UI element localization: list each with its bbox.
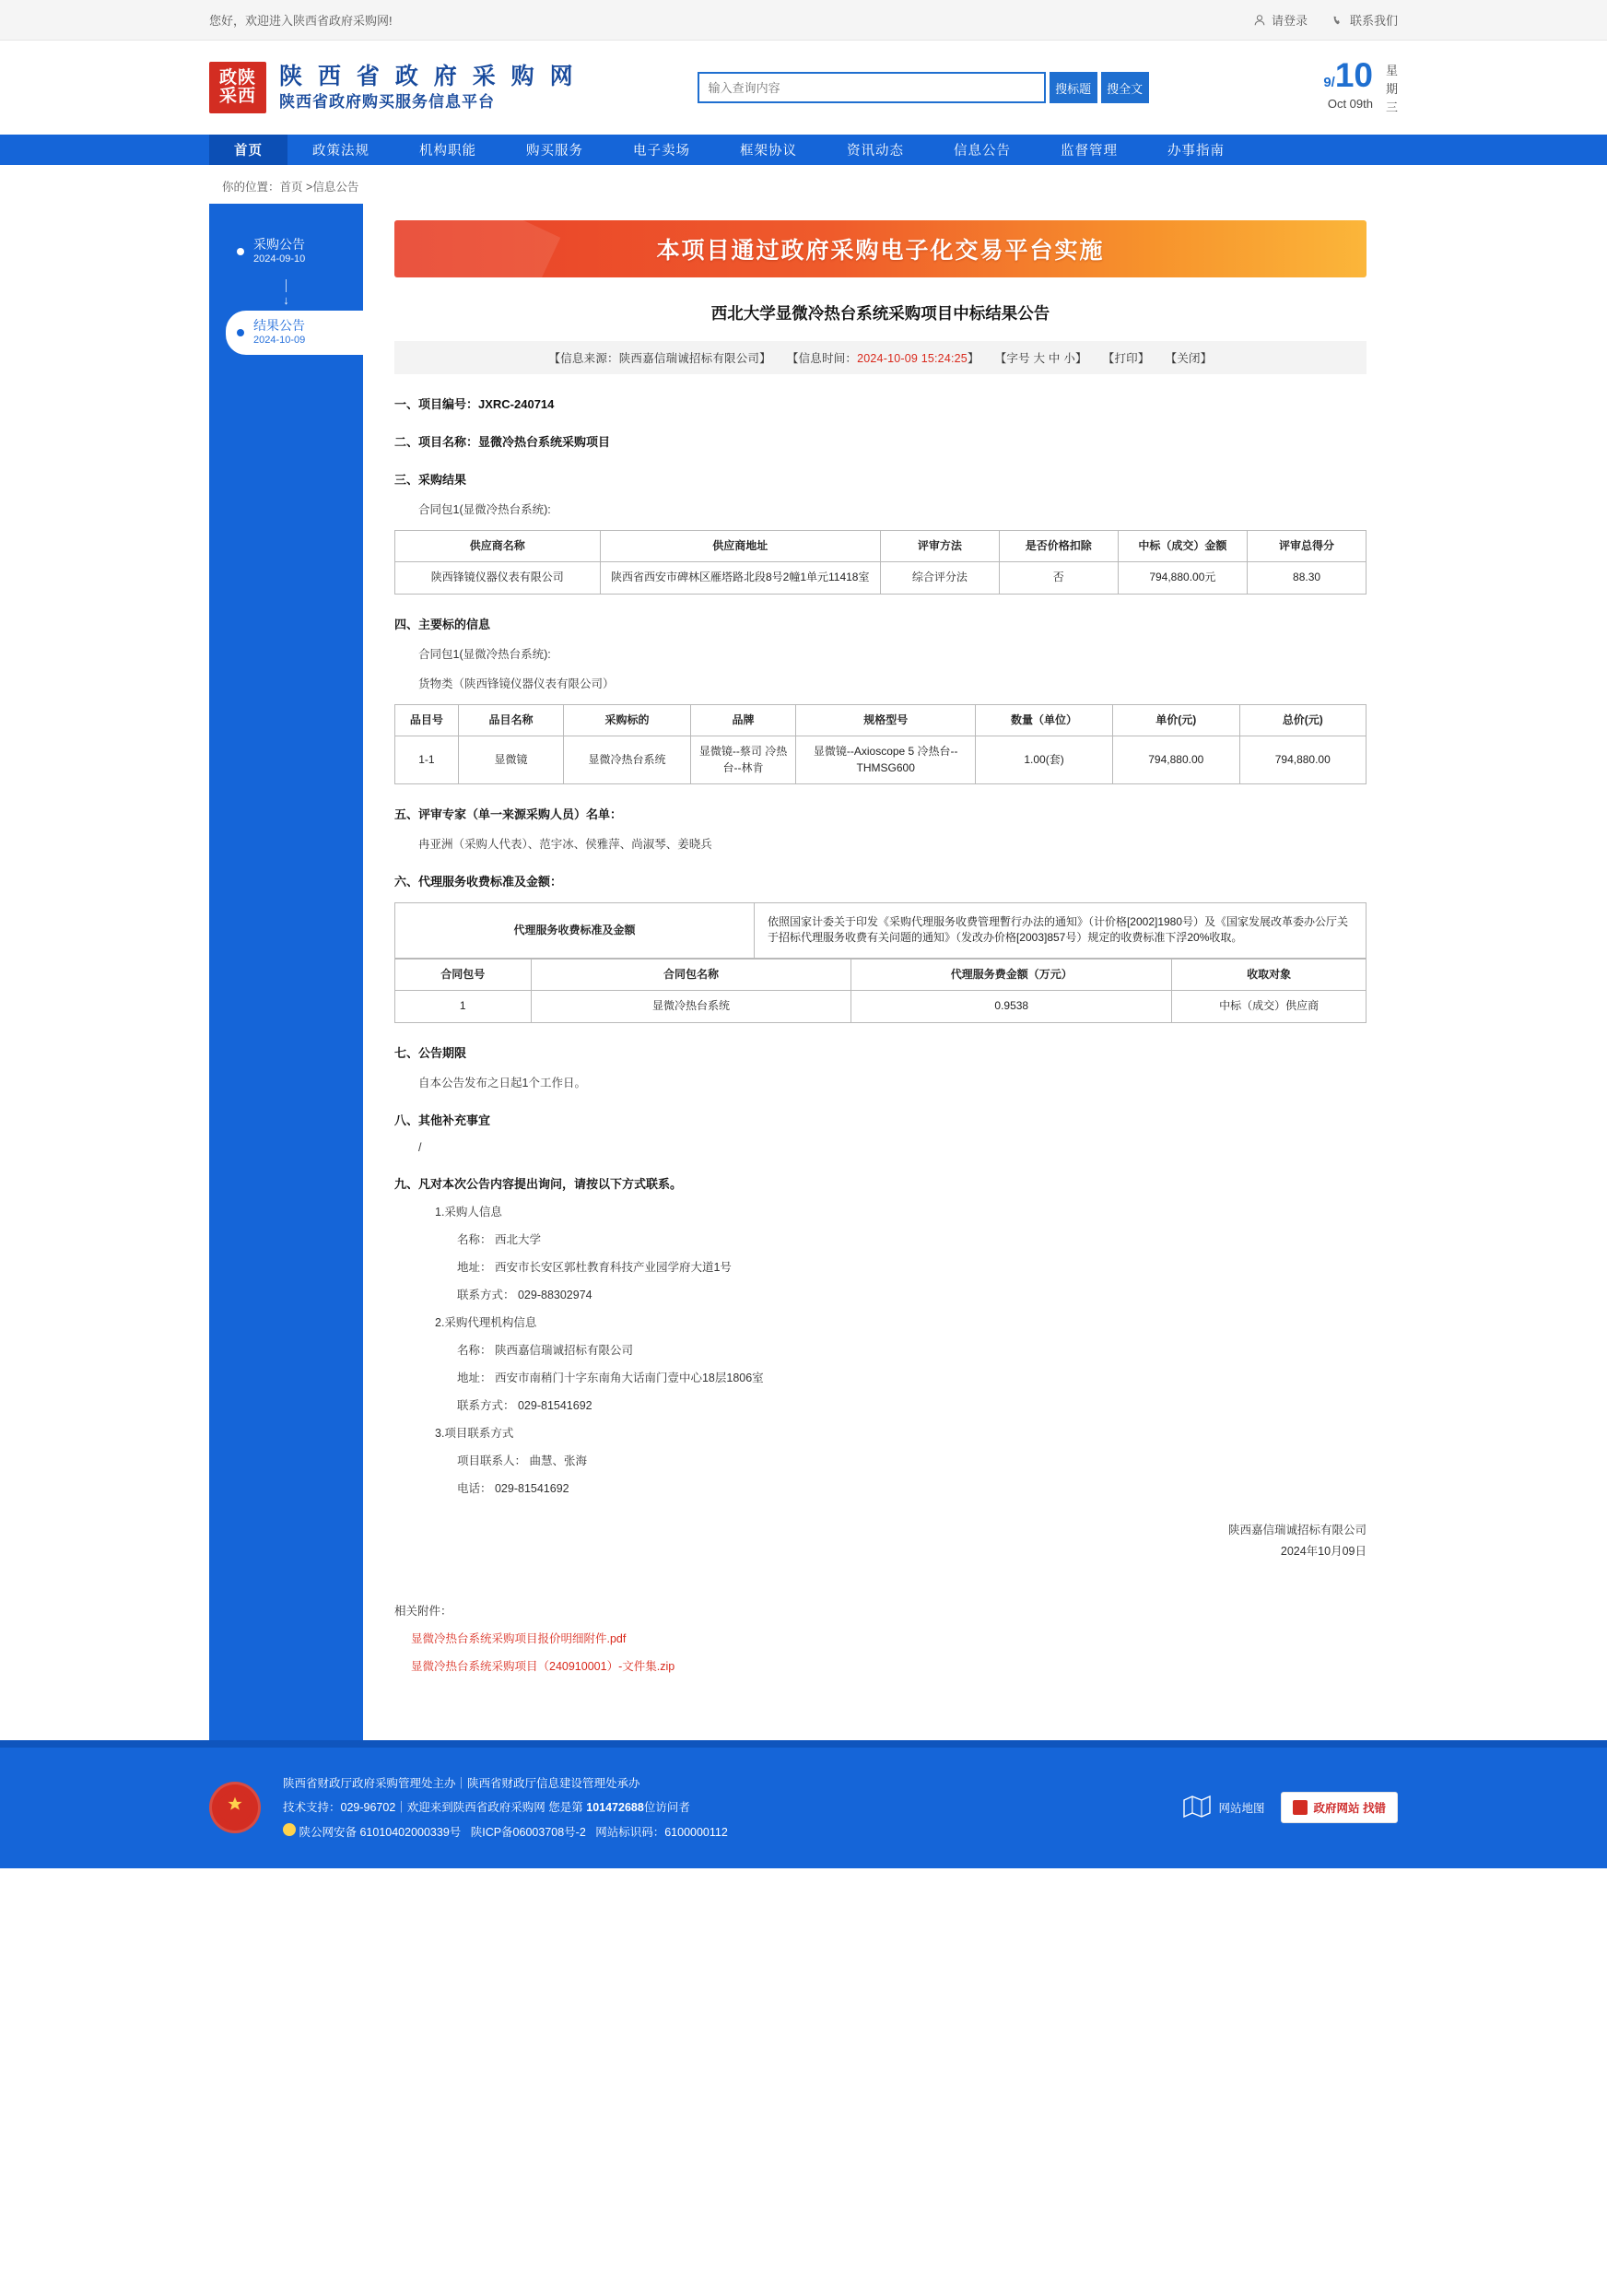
attachments-list [394,1630,1367,1674]
col-item-no: 品目号 [395,704,459,736]
site-id: 网站标识码：6100000112 [595,1825,728,1839]
footer-line-1: 陕西省财政厅政府采购管理处主办｜陕西省财政厅信息建设管理处承办 [283,1777,640,1791]
page-title: 西北大学显微冷热台系统采购项目中标结果公告 [710,304,1050,323]
sidebar-item-date: 2024-09-10 [253,253,306,265]
font-size-small-button[interactable]: 小 [1063,352,1076,365]
font-size-medium-button[interactable]: 中 [1048,352,1061,365]
sidebar-item-date: 2024-10-09 [253,335,306,347]
contact-line: 名称： 西北大学 [457,1232,541,1246]
police-badge-icon [283,1823,296,1836]
col-supplier-address: 供应商地址 [600,531,880,562]
section-result: 三、采购结果 [394,473,467,487]
section-main-items: 四、主要标的信息 [394,617,491,631]
col-model: 规格型号 [796,704,976,736]
attachment-link-zip[interactable]: 显微冷热台系统采购项目（240910001）-文件集.zip [411,1660,675,1674]
search-area [698,72,1149,103]
bullet-dot-icon [237,329,244,336]
agency-fee-detail-table [394,959,1367,1023]
contact-link[interactable] [1331,11,1398,29]
nav-item-functions[interactable]: 机构职能 [419,144,476,159]
col-package-name: 合同包名称 [531,959,851,990]
police-record: 陕公网安备 61010402000339号 [299,1825,462,1839]
sidebar-item-title: 采购公告 [253,236,305,252]
weekday-label: 星 期 三 [1385,63,1398,115]
contact-line: 联系方式： 029-88302974 [457,1288,592,1301]
section-other-matters: 八、其他补充事宜 [394,1113,491,1127]
result-table [394,530,1367,595]
table-header-row [395,959,1367,990]
result-package-label: 合同包1(显微冷热台系统): [418,503,551,516]
contact-line: 联系方式： 029-81541692 [457,1398,592,1412]
date-block [1323,55,1398,117]
gov-website-report-badge[interactable]: 政府网站 找错 [1281,1792,1398,1823]
breadcrumb-prefix: 你的位置： [222,181,280,194]
platform-banner: 本项目通过政府采购电子化交易平台实施 [394,220,1367,277]
national-emblem-icon [209,1782,261,1833]
col-total-price: 总价(元) [1239,704,1367,736]
sidebar [209,204,363,1740]
col-award-amount: 中标（成交）金额 [1118,531,1248,562]
contact-heading-agency: 2.采购代理机构信息 [435,1315,537,1329]
col-price-deduction: 是否价格扣除 [999,531,1118,562]
search-fulltext-button[interactable]: 搜全文 [1101,72,1149,103]
section-project-name: 二、项目名称：显微冷热台系统采购项目 [394,435,611,449]
font-size-large-button[interactable]: 大 [1033,352,1046,365]
section-experts: 五、评审专家（单一来源采购人员）名单： [394,807,623,821]
contact-line: 项目联系人： 曲慧、张海 [457,1454,587,1467]
nav-item-framework[interactable]: 框架协议 [740,144,797,159]
meta-source: 陕西嘉信瑞诚招标有限公司 [618,352,760,365]
site-header [0,41,1607,135]
search-input[interactable] [698,72,1046,103]
breadcrumb [209,165,1398,204]
table-row: 陕西锋镜仪器仪表有限公司 陕西省西安市碑林区雁塔路北段8号2幢1单元11418室 综合评分法 否 794,880.00元 88.30 [395,562,1367,594]
section-inquiry: 九、凡对本次公告内容提出询问，请按以下方式联系。 [394,1176,683,1191]
col-quantity: 数量（单位） [976,704,1113,736]
contact-line: 地址： 西安市长安区郭杜教育科技产业园学府大道1号 [457,1260,732,1274]
table-row [395,902,1367,958]
table-row: 1 显微冷热台系统 0.9538 中标（成交）供应商 [395,991,1367,1022]
col-package-no: 合同包号 [395,959,532,990]
icp-record: 陕ICP备06003708号-2 [470,1825,586,1839]
col-total-score: 评审总得分 [1248,531,1367,562]
col-brand: 品牌 [690,704,796,736]
col-item-name: 品目名称 [458,704,564,736]
table-header-row [395,704,1367,736]
col-supplier-name: 供应商名称 [395,531,601,562]
article-meta: 【信息来源：陕西嘉信瑞诚招标有限公司】 【信息时间：2024-10-09 15:24:25】 【字号 大 中 小】 【打印】 【关闭】 [394,341,1367,374]
contact-line: 电话： 029-81541692 [457,1481,569,1495]
notice-period-text: 自本公告发布之日起1个工作日。 [418,1076,586,1089]
other-matters-text: / [418,1140,422,1154]
sidebar-arrow-icon: ↓ [209,279,363,307]
nav-item-emall[interactable]: 电子卖场 [633,144,690,159]
table-row: 1-1 显微镜 显微冷热台系统 显微镜--蔡司 冷热台--林肯 显微镜--Axioscope 5 冷热台--THMSG600 1.00(套) 794,880.00 794,880.00 [395,736,1367,784]
date-slash: / [1331,74,1335,90]
phone-icon [1331,14,1344,27]
visitor-count: 101472688 [586,1801,644,1815]
date-day: 10 [1334,55,1373,94]
sidebar-item-purchase-notice[interactable] [226,230,363,274]
nav-item-news[interactable]: 资讯动态 [847,144,904,159]
date-month: 9 [1323,74,1331,90]
breadcrumb-home[interactable]: 首页 [279,181,303,194]
footer-line-2: 技术支持：029-96702｜欢迎来到陕西省政府采购网 您是第 101472688位访问者 [283,1801,690,1815]
contact-label: 联系我们 [1349,14,1398,28]
col-fee-payer: 收取对象 [1172,959,1367,990]
login-link[interactable] [1253,11,1308,29]
search-title-button[interactable]: 搜标题 [1050,72,1097,103]
user-icon [1253,14,1266,27]
breadcrumb-sep: > [306,181,313,194]
attachments-title: 相关附件： [394,1605,452,1619]
article-content [363,204,1398,1740]
experts-list: 冉亚洲（采购人代表）、范宇冰、侯雅萍、尚淑琴、姜晓兵 [418,837,712,851]
site-map-link[interactable] [1183,1795,1264,1821]
section-notice-period: 七、公告期限 [394,1045,467,1060]
contact-line: 地址： 西安市南稍门十字东南角大话南门壹中心18层1806室 [457,1371,764,1384]
date-numeric [1323,55,1373,94]
print-button[interactable]: 【打印】 [1102,352,1150,365]
page-body [209,204,1398,1740]
nav-item-policy[interactable]: 政策法规 [312,144,369,159]
contact-line: 名称： 陕西嘉信瑞诚招标有限公司 [457,1343,633,1357]
items-category-label: 货物类（陕西锋镜仪器仪表有限公司） [418,677,615,690]
close-button[interactable]: 【关闭】 [1165,352,1213,365]
nav-item-announcements[interactable]: 信息公告 [954,144,1011,159]
meta-time: 2024-10-09 15:24:25 [857,352,968,365]
breadcrumb-current: 信息公告 [312,181,359,194]
main-nav [0,135,1607,165]
top-bar [0,0,1607,41]
footer-line-3 [283,1820,728,1844]
site-name-line1: 陕 西 省 政 府 采 购 网 [279,64,578,90]
site-map-label: 网站地图 [1218,1802,1265,1816]
greeting-text: 您好，欢迎进入陕西省政府采购网! [209,14,393,28]
attachment-link-pdf[interactable]: 显微冷热台系统采购项目报价明细附件.pdf [411,1632,627,1646]
col-unit-price: 单价(元) [1113,704,1239,736]
nav-item-guide[interactable]: 办事指南 [1167,144,1225,159]
fee-standard-label: 代理服务收费标准及金额 [395,902,755,958]
fee-standard-text: 依照国家计委关于印发《采购代理服务收费管理暫行办法的通知》（计价格[2002]1980号）及《国家发展改革委办公厅关于招标代理服务收费有关问题的通知》（发改办价格[2003]857号）规定的收费标准下浮20%收取。 [754,902,1366,958]
footer-text-block [283,1772,728,1844]
site-logo[interactable]: 政陕 采西 [209,62,266,113]
col-procurement-target: 采购标的 [564,704,690,736]
col-fee-amount: 代理服务费金额（万元） [851,959,1172,990]
sidebar-item-title: 结果公告 [253,317,305,333]
bullet-dot-icon [237,248,244,255]
gov-badge-icon [1293,1800,1308,1815]
login-label: 请登录 [1271,14,1308,28]
items-table [394,704,1367,784]
sidebar-item-result-notice[interactable] [226,311,363,355]
nav-item-purchase-service[interactable]: 购买服务 [526,144,583,159]
signature-date: 2024年10月09日 [1280,1545,1367,1559]
items-package-label: 合同包1(显微冷热台系统): [418,647,551,661]
contact-heading-purchaser: 1.采购人信息 [435,1205,502,1219]
nav-item-home[interactable]: 首页 [209,135,287,165]
signature-company: 陕西嘉信瑞诚招标有限公司 [1227,1523,1367,1537]
site-name [279,63,578,112]
date-english: Oct 09th [1327,96,1373,111]
contact-heading-project: 3.项目联系方式 [435,1426,514,1440]
col-review-method: 评审方法 [880,531,999,562]
agency-fee-table [394,902,1367,959]
section-project-number: 一、项目编号：JXRC-240714 [394,397,555,411]
site-footer [0,1740,1607,1868]
nav-item-supervision[interactable]: 监督管理 [1061,144,1118,159]
site-name-line2: 陕西省政府购买服务信息平台 [279,92,495,111]
signature-block [394,1520,1367,1564]
section-agency-fee: 六、代理服务收费标准及金额： [394,874,563,889]
map-icon [1183,1795,1211,1821]
table-header-row [395,531,1367,562]
